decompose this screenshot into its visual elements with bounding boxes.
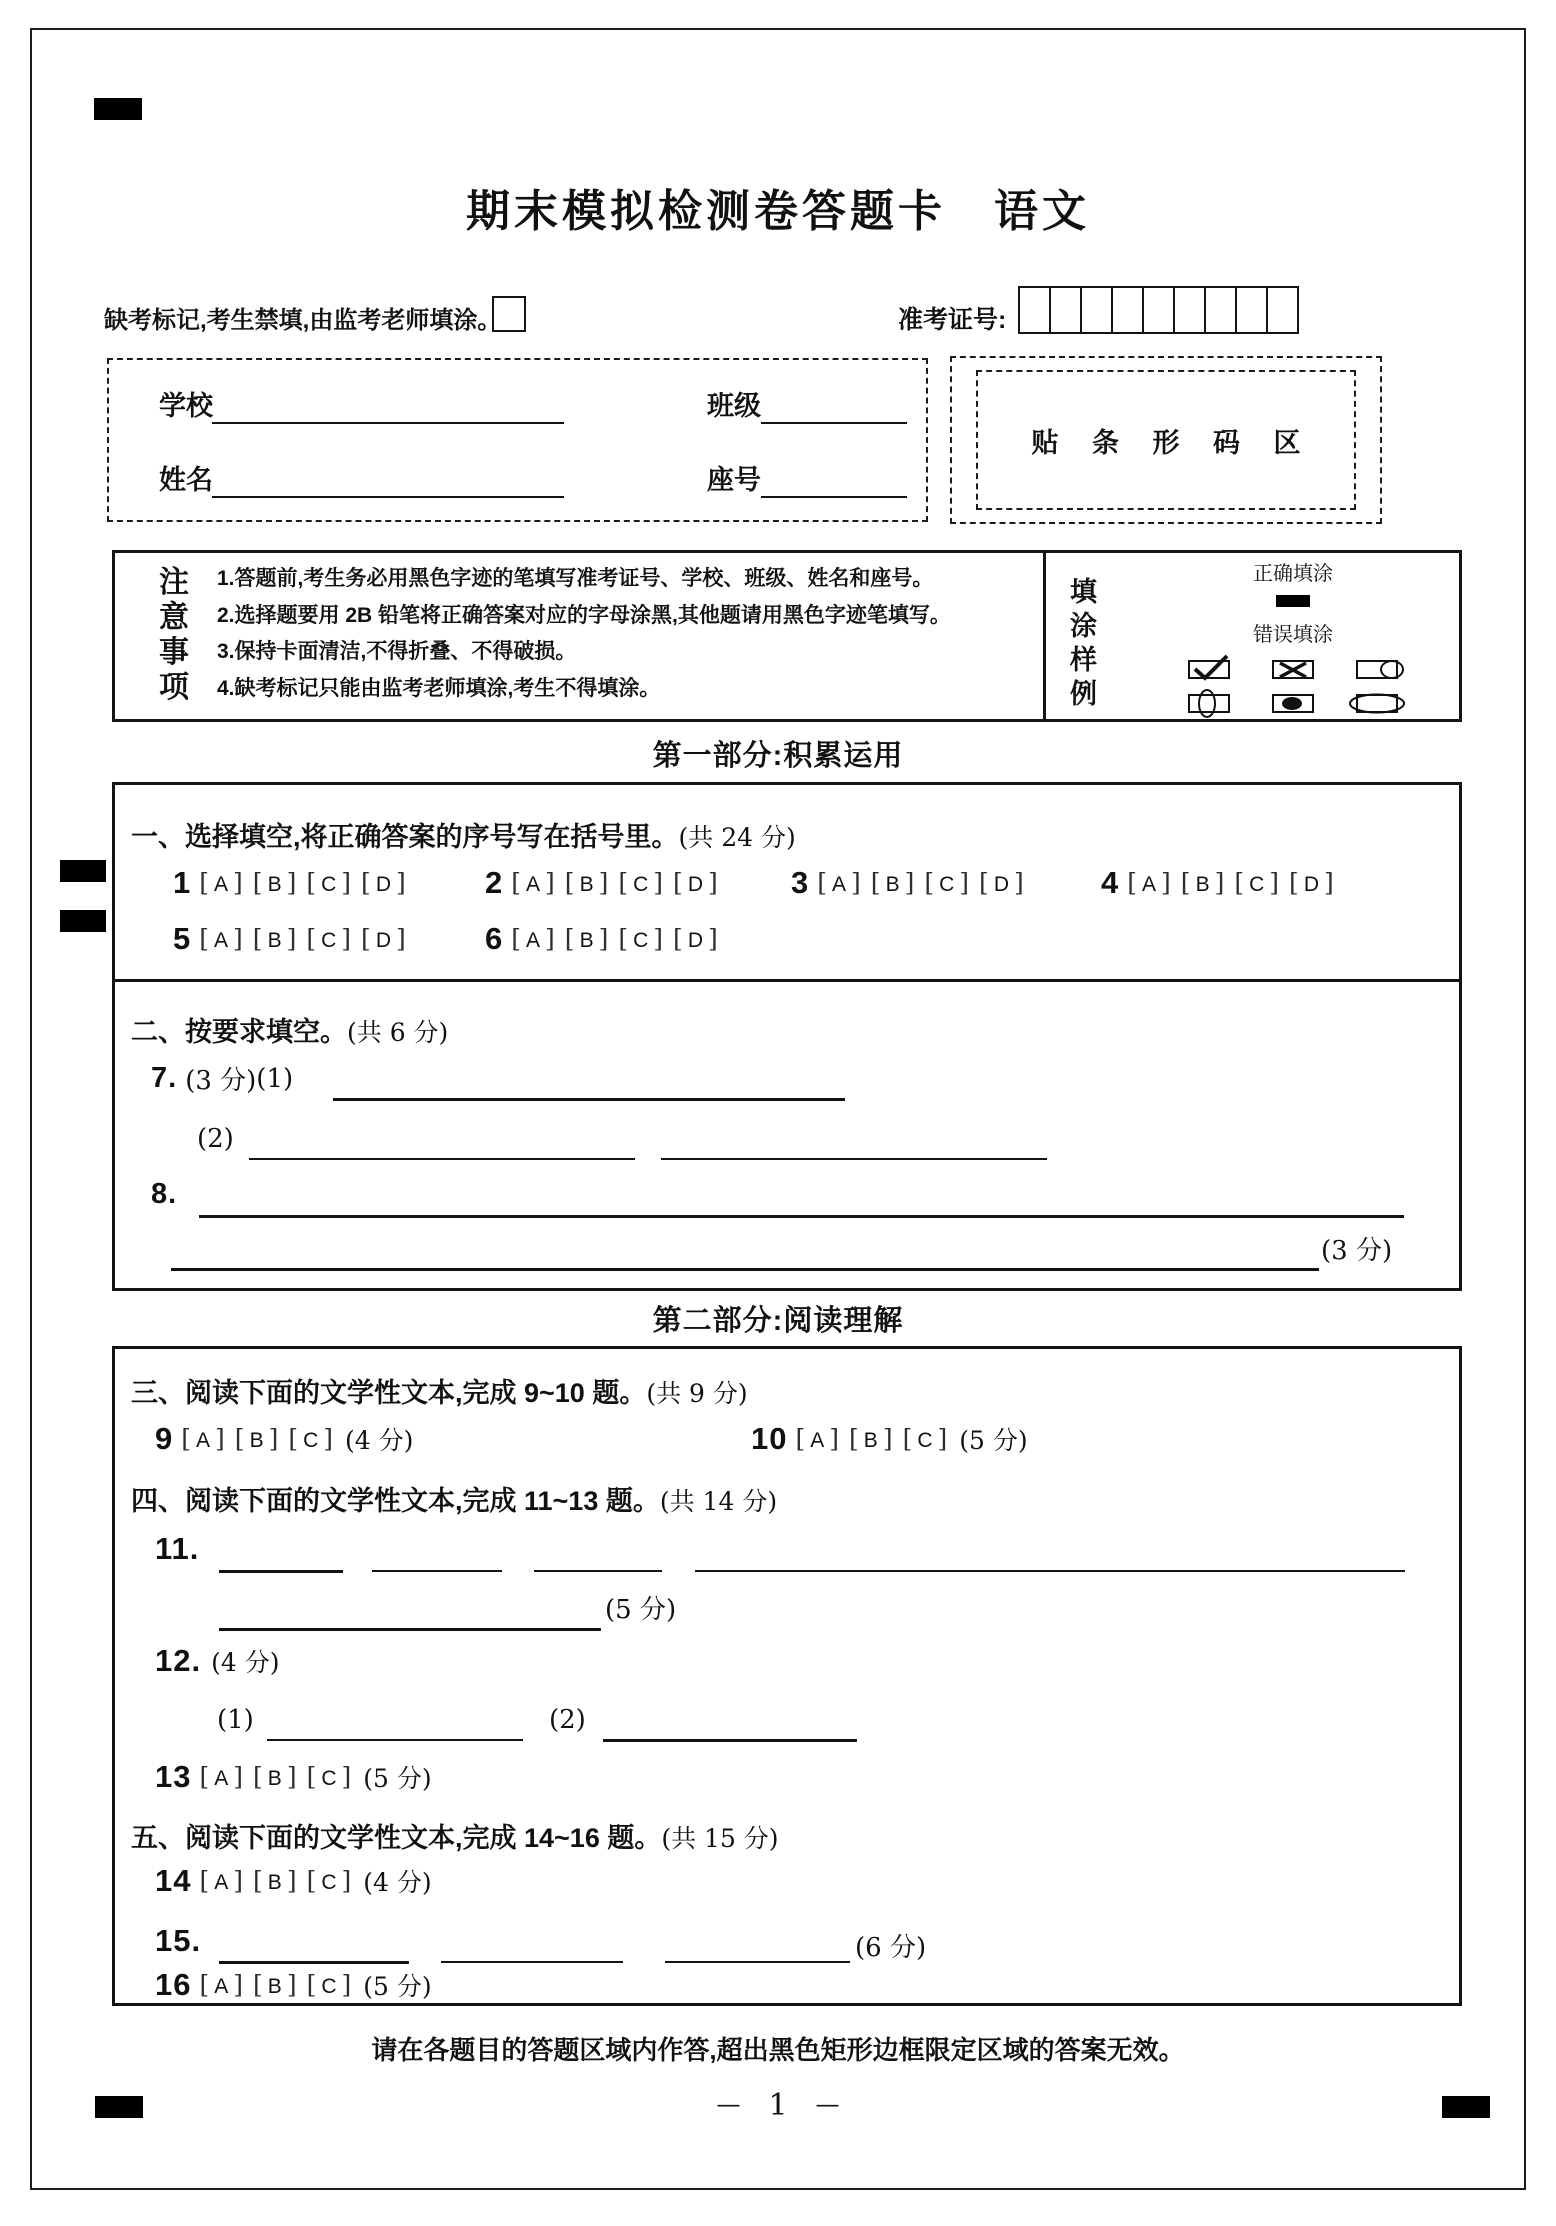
question-score: (5 分): [363, 1972, 432, 2001]
sub-question-label: (1): [256, 1063, 294, 1094]
option-D[interactable]: [ D ]: [673, 924, 718, 953]
answer-blank-11-5[interactable]: [219, 1628, 601, 1631]
question-6: [485, 921, 728, 957]
sub-question-label: (1): [217, 1705, 254, 1735]
option-C[interactable]: [ C ]: [306, 1970, 352, 1999]
sub-question-label: (2): [549, 1705, 586, 1735]
exam-no-cell[interactable]: [1020, 288, 1051, 332]
section-score: (共 14 分): [659, 1487, 778, 1516]
question-number: 1: [173, 865, 192, 900]
answer-blank-11-2[interactable]: [372, 1570, 502, 1572]
option-B[interactable]: [ B ]: [234, 1424, 279, 1453]
section-5-title: 五、阅读下面的文学性文本,完成 14~16 题。(共 15 分): [131, 1823, 779, 1853]
filled-rect-icon: [1276, 595, 1310, 607]
option-C[interactable]: [ C ]: [288, 1424, 334, 1453]
answer-blank-8-1[interactable]: [199, 1215, 1404, 1218]
exam-no-label: 准考证号:: [898, 306, 1007, 334]
section-score: (共 24 分): [678, 823, 796, 852]
option-A[interactable]: [ A ]: [511, 868, 555, 897]
option-C[interactable]: [ C ]: [618, 868, 664, 897]
section-2-box: [112, 982, 1462, 1291]
question-number: 4: [1101, 865, 1120, 900]
answer-blank-12-1[interactable]: [267, 1739, 523, 1741]
answer-blank-11-4[interactable]: [695, 1570, 1405, 1572]
question-number: 7.: [151, 1062, 178, 1094]
question-number: 10: [751, 1421, 788, 1456]
answer-blank-11-1[interactable]: [219, 1570, 343, 1573]
question-13: [155, 1759, 432, 1795]
fill-sample-area: [1145, 557, 1441, 717]
question-10-options: [795, 1424, 957, 1454]
exam-no-cell[interactable]: [1113, 288, 1144, 332]
exam-no-cell[interactable]: [1175, 288, 1206, 332]
registration-mark: [60, 910, 106, 932]
option-B[interactable]: [ B ]: [564, 924, 609, 953]
school-label: 学校: [159, 391, 213, 421]
section-score: (共 15 分): [661, 1824, 779, 1853]
registration-mark: [60, 860, 106, 882]
wrong-fill-label: 错误填涂: [1253, 624, 1333, 646]
question-1: [173, 865, 416, 901]
question-number: 11.: [155, 1531, 200, 1566]
question-4-options: [1127, 868, 1344, 898]
section-4-title: 四、阅读下面的文学性文本,完成 11~13 题。(共 14 分): [131, 1486, 778, 1516]
question-2-options: [511, 868, 728, 898]
page-number-value: 1: [768, 2088, 788, 2123]
barcode-area: [976, 370, 1356, 510]
question-score: (4 分): [211, 1648, 280, 1677]
question-number: 13: [155, 1759, 192, 1794]
notice-item: 3.保持卡面清洁,不得折叠、不得破损。: [217, 640, 577, 663]
question-5: [173, 921, 416, 957]
wrong-fill-row-1: [1145, 655, 1441, 683]
class-field[interactable]: [761, 422, 907, 424]
notice-item: 2.选择题要用 2B 铅笔将正确答案对应的字母涂黑,其他题请用黑色字迹笔填写。: [217, 603, 951, 627]
question-13-options: [199, 1762, 361, 1792]
correct-fill-example: [1145, 594, 1441, 612]
option-A[interactable]: [ A ]: [199, 1866, 244, 1895]
question-16: [155, 1967, 432, 2003]
question-score: (3 分): [185, 1066, 257, 1096]
question-number: 8.: [151, 1178, 178, 1210]
question-14: [155, 1863, 432, 1899]
registration-mark: [94, 98, 142, 120]
question-number: 5: [173, 921, 192, 956]
option-A[interactable]: [ A ]: [511, 924, 555, 953]
name-label: 姓名: [159, 465, 213, 495]
sample-tall-ellipse-icon: [1180, 689, 1238, 717]
question-3-options: [817, 868, 1034, 898]
option-B[interactable]: [ B ]: [1180, 868, 1225, 897]
question-number: 12.: [155, 1643, 202, 1678]
part2-heading: 第二部分:阅读理解: [652, 1305, 904, 1337]
option-A[interactable]: [ A ]: [199, 1762, 244, 1791]
option-B[interactable]: [ B ]: [252, 924, 297, 953]
option-D[interactable]: [ D ]: [361, 868, 406, 897]
question-11: [155, 1531, 207, 1567]
exam-no-grid: [1018, 286, 1299, 334]
notice-item: 1.答题前,考生务必用黑色字迹的笔填写准考证号、学校、班级、姓名和座号。: [217, 567, 934, 590]
part2-box: [112, 1346, 1462, 2006]
question-6-options: [511, 924, 728, 954]
answer-blank-7-2b[interactable]: [661, 1158, 1047, 1160]
option-C[interactable]: [ C ]: [1234, 868, 1280, 897]
option-D[interactable]: [ D ]: [1289, 868, 1334, 897]
question-number: 2: [485, 865, 504, 900]
question-9-options: [181, 1424, 343, 1454]
option-D[interactable]: [ D ]: [361, 924, 406, 953]
section-2-title: 二、按要求填空。(共 6 分): [131, 1017, 449, 1047]
option-C[interactable]: [ C ]: [618, 924, 664, 953]
answer-blank-15-2[interactable]: [441, 1961, 623, 1963]
exam-no-cell[interactable]: [1144, 288, 1175, 332]
answer-blank-7-2a[interactable]: [249, 1158, 635, 1160]
option-C[interactable]: [ C ]: [306, 1762, 352, 1791]
option-A[interactable]: [ A ]: [199, 924, 243, 953]
option-C[interactable]: [ C ]: [306, 924, 352, 953]
option-B[interactable]: [ B ]: [253, 1970, 297, 1999]
option-A[interactable]: [ A ]: [199, 868, 243, 897]
question-score: (5 分): [605, 1595, 677, 1625]
notice-title: 注 意 事 项: [159, 566, 189, 704]
question-score: (4 分): [345, 1426, 414, 1455]
barcode-label: 贴 条 形 码 区: [1031, 427, 1301, 458]
answer-blank-12-2[interactable]: [603, 1739, 857, 1742]
notice-item: 4.缺考标记只能由监考老师填涂,考生不得填涂。: [217, 676, 661, 700]
student-info-box: [107, 358, 928, 522]
absent-mark-label: 缺考标记,考生禁填,由监考老师填涂。: [104, 307, 502, 334]
notice-box: [112, 550, 1462, 722]
exam-no-cell[interactable]: [1206, 288, 1237, 332]
option-A[interactable]: [ A ]: [1127, 868, 1171, 897]
question-4: [1101, 865, 1344, 901]
question-9: [155, 1421, 413, 1457]
question-2: [485, 865, 728, 901]
seat-label: 座号: [707, 465, 761, 495]
option-D[interactable]: [ D ]: [979, 868, 1024, 897]
section-3-title: 三、阅读下面的文学性文本,完成 9~10 题。(共 9 分): [131, 1378, 748, 1408]
section-1-title: 一、选择填空,将正确答案的序号写在括号里。(共 24 分): [131, 822, 796, 852]
option-A[interactable]: [ A ]: [817, 868, 861, 897]
name-field[interactable]: [212, 496, 564, 498]
section-score: (共 6 分): [347, 1018, 449, 1047]
page-title: 期末模拟检测卷答题卡 语文: [466, 187, 1090, 236]
wrong-fill-row-2: [1145, 689, 1441, 717]
question-14-options: [199, 1866, 361, 1896]
option-B[interactable]: [ B ]: [849, 1424, 893, 1453]
sample-wide-ellipse-icon: [1348, 689, 1406, 717]
question-5-options: [199, 924, 416, 954]
section-score: (共 9 分): [646, 1379, 748, 1408]
question-16-options: [199, 1970, 361, 2000]
answer-blank-15-1[interactable]: [219, 1961, 409, 1964]
answer-blank-15-3[interactable]: [665, 1961, 850, 1963]
question-number: 6: [485, 921, 504, 956]
option-C[interactable]: [ C ]: [902, 1424, 948, 1453]
question-number: 3: [791, 865, 810, 900]
option-B[interactable]: [ B ]: [564, 868, 609, 897]
option-C[interactable]: [ C ]: [306, 868, 352, 897]
absent-mark-checkbox[interactable]: [492, 296, 526, 332]
question-3: [791, 865, 1034, 901]
footer-warning: 请在各题目的答题区域内作答,超出黑色矩形边框限定区域的答案无效。: [371, 2035, 1185, 2065]
sub-question-label: (2): [197, 1124, 234, 1154]
question-number: 14: [155, 1863, 192, 1898]
correct-fill-label: 正确填涂: [1253, 563, 1333, 585]
answer-blank-8-2[interactable]: [171, 1268, 1319, 1271]
exam-no-cell[interactable]: [1268, 288, 1297, 332]
sample-filled-ellipse-icon: [1264, 689, 1322, 717]
fill-sample-title: 填 涂 样 例: [1070, 577, 1097, 709]
question-15: [155, 1923, 209, 1959]
answer-blank-7-1[interactable]: [333, 1098, 845, 1101]
part1-heading: 第一部分:积累运用: [652, 740, 904, 772]
question-score: (5 分): [363, 1764, 432, 1793]
option-D[interactable]: [ D ]: [673, 868, 718, 897]
question-8: [151, 1178, 185, 1211]
option-C[interactable]: [ C ]: [924, 868, 970, 897]
seat-field[interactable]: [761, 496, 907, 498]
sample-checkmark-icon: [1180, 655, 1238, 683]
sample-offset-circle-icon: [1348, 655, 1406, 683]
answer-blank-11-3[interactable]: [534, 1570, 662, 1572]
exam-no-cell[interactable]: [1051, 288, 1082, 332]
option-B[interactable]: [ B ]: [252, 868, 297, 897]
notice-items: [217, 561, 1017, 707]
question-12: [155, 1643, 279, 1679]
page-number: [0, 2088, 1556, 2123]
question-score: (5 分): [959, 1426, 1028, 1455]
exam-no-cell[interactable]: [1082, 288, 1113, 332]
page-number-dash: —: [815, 2090, 840, 2118]
option-B[interactable]: [ B ]: [253, 1762, 297, 1791]
class-label: 班级: [707, 391, 761, 421]
question-1-options: [199, 868, 416, 898]
option-B[interactable]: [ B ]: [870, 868, 915, 897]
notice-divider: [1043, 553, 1046, 719]
barcode-area-outer: [950, 356, 1382, 524]
question-score: (6 分): [855, 1933, 927, 1963]
option-A[interactable]: [ A ]: [199, 1970, 244, 1999]
question-number: 15.: [155, 1923, 202, 1958]
section-1-box: [112, 782, 1462, 982]
option-A[interactable]: [ A ]: [795, 1424, 840, 1453]
option-B[interactable]: [ B ]: [253, 1866, 297, 1895]
question-7: [151, 1060, 293, 1097]
question-score: (4 分): [363, 1868, 432, 1897]
question-number: 16: [155, 1967, 192, 2002]
option-A[interactable]: [ A ]: [181, 1424, 225, 1453]
question-10: [751, 1421, 1028, 1457]
page-number-dash: —: [716, 2090, 741, 2118]
school-field[interactable]: [212, 422, 564, 424]
exam-no-cell[interactable]: [1237, 288, 1268, 332]
option-C[interactable]: [ C ]: [306, 1866, 352, 1895]
sample-cross-icon: [1264, 655, 1322, 683]
question-score: (3 分): [1321, 1236, 1393, 1266]
question-number: 9: [155, 1421, 174, 1456]
